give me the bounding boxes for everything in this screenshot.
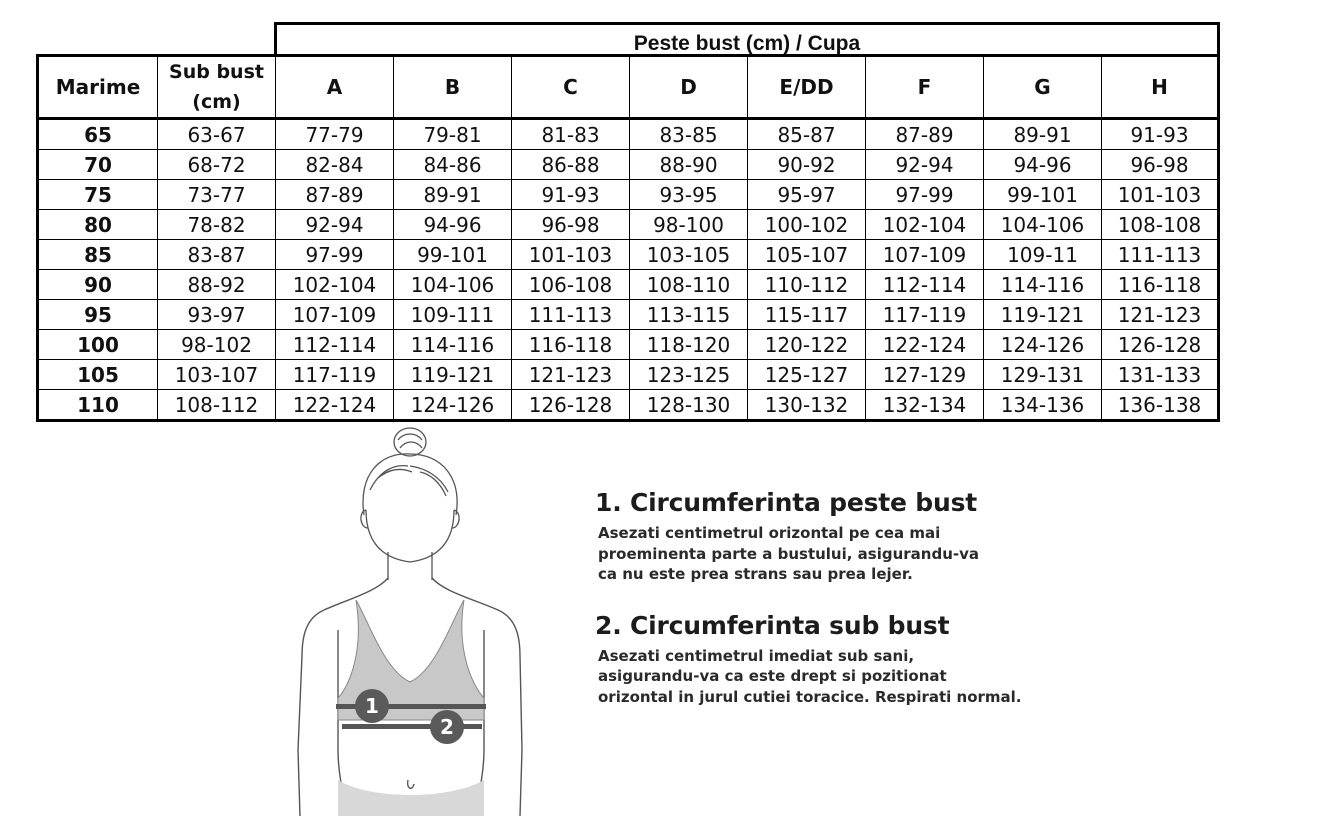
- bust-range-cell: 124-126: [984, 330, 1102, 360]
- bust-range-cell: 96-98: [512, 210, 630, 240]
- bust-range-cell: 129-131: [984, 360, 1102, 390]
- bust-range-cell: 102-104: [866, 210, 984, 240]
- bust-range-cell: 132-134: [866, 390, 984, 421]
- column-header-underbust: Sub bust (cm): [158, 56, 276, 119]
- bust-range-cell: 134-136: [984, 390, 1102, 421]
- underbust-cell: 63-67: [158, 119, 276, 150]
- size-cell: 95: [38, 300, 158, 330]
- bust-range-cell: 123-125: [630, 360, 748, 390]
- bust-range-cell: 85-87: [748, 119, 866, 150]
- bust-range-cell: 99-101: [984, 180, 1102, 210]
- bust-range-cell: 106-108: [512, 270, 630, 300]
- size-cell: 100: [38, 330, 158, 360]
- bust-range-cell: 127-129: [866, 360, 984, 390]
- bust-range-cell: 114-116: [984, 270, 1102, 300]
- table-row: [38, 119, 1219, 150]
- table-row: [38, 210, 1219, 240]
- bust-range-cell: 108-108: [1102, 210, 1219, 240]
- table-row: [38, 180, 1219, 210]
- bust-range-cell: 88-90: [630, 150, 748, 180]
- underbust-cell: 68-72: [158, 150, 276, 180]
- bust-range-cell: 83-85: [630, 119, 748, 150]
- table-corner-blank: [38, 24, 276, 56]
- bust-range-cell: 108-110: [630, 270, 748, 300]
- measurement-instructions: [595, 488, 1115, 707]
- table-row: [38, 150, 1219, 180]
- underbust-cell: 88-92: [158, 270, 276, 300]
- step-1-text: Asezati centimetrul orizontal pe cea mai proeminenta parte a bustului, asigurandu-va ca nu este prea strans sau prea lejer.: [598, 524, 980, 583]
- column-header-cup-b: B: [394, 56, 512, 119]
- bust-range-cell: 91-93: [512, 180, 630, 210]
- bust-range-cell: 100-102: [748, 210, 866, 240]
- bust-range-cell: 92-94: [276, 210, 394, 240]
- bust-range-cell: 81-83: [512, 119, 630, 150]
- column-header-cup-c: C: [512, 56, 630, 119]
- bust-range-cell: 86-88: [512, 150, 630, 180]
- bust-range-cell: 112-114: [866, 270, 984, 300]
- bust-range-cell: 130-132: [748, 390, 866, 421]
- size-cell: 105: [38, 360, 158, 390]
- underbust-cell: 98-102: [158, 330, 276, 360]
- bust-range-cell: 99-101: [394, 240, 512, 270]
- bust-range-cell: 105-107: [748, 240, 866, 270]
- size-cell: 75: [38, 180, 158, 210]
- size-chart-table: [36, 22, 1220, 422]
- bust-range-cell: 114-116: [394, 330, 512, 360]
- bust-range-cell: 92-94: [866, 150, 984, 180]
- bust-range-cell: 97-99: [276, 240, 394, 270]
- column-header-cup-g: G: [984, 56, 1102, 119]
- bust-range-cell: 117-119: [276, 360, 394, 390]
- bust-range-cell: 87-89: [276, 180, 394, 210]
- bust-range-cell: 94-96: [394, 210, 512, 240]
- bust-range-cell: 122-124: [866, 330, 984, 360]
- underbust-cell: 93-97: [158, 300, 276, 330]
- bust-range-cell: 119-121: [394, 360, 512, 390]
- bust-range-cell: 79-81: [394, 119, 512, 150]
- column-header-cup-h: H: [1102, 56, 1219, 119]
- bust-range-cell: 101-103: [512, 240, 630, 270]
- size-table-body: [38, 119, 1219, 421]
- bust-range-cell: 116-118: [512, 330, 630, 360]
- bust-range-cell: 95-97: [748, 180, 866, 210]
- bust-range-cell: 109-111: [394, 300, 512, 330]
- underbust-cell: 73-77: [158, 180, 276, 210]
- bust-range-cell: 110-112: [748, 270, 866, 300]
- table-row: [38, 330, 1219, 360]
- size-cell: 85: [38, 240, 158, 270]
- size-cell: 65: [38, 119, 158, 150]
- bust-range-cell: 116-118: [1102, 270, 1219, 300]
- table-row: [38, 360, 1219, 390]
- size-cell: 90: [38, 270, 158, 300]
- bust-range-cell: 87-89: [866, 119, 984, 150]
- size-cell: 70: [38, 150, 158, 180]
- column-header-cup-d: D: [630, 56, 748, 119]
- step-2-title: 2. Circumferinta sub bust: [595, 610, 950, 640]
- bust-range-cell: 89-91: [984, 119, 1102, 150]
- underbust-cell: 83-87: [158, 240, 276, 270]
- column-header-cup-a: A: [276, 56, 394, 119]
- bust-range-cell: 98-100: [630, 210, 748, 240]
- step-2-text: Asezati centimetrul imediat sub sani, asigurandu-va ca este drept si pozitionat orizontal in jurul cutiei toracice. Respirati normal.: [598, 646, 1022, 706]
- bust-range-cell: 84-86: [394, 150, 512, 180]
- column-header-cup-f: F: [866, 56, 984, 119]
- bust-range-cell: 124-126: [394, 390, 512, 421]
- bust-range-cell: 117-119: [866, 300, 984, 330]
- bust-range-cell: 118-120: [630, 330, 748, 360]
- table-row: [38, 390, 1219, 421]
- bust-range-cell: 126-128: [1102, 330, 1219, 360]
- bust-range-cell: 115-117: [748, 300, 866, 330]
- bust-range-cell: 103-105: [630, 240, 748, 270]
- bust-range-cell: 104-106: [394, 270, 512, 300]
- underbust-cell: 78-82: [158, 210, 276, 240]
- bust-range-cell: 126-128: [512, 390, 630, 421]
- bust-range-cell: 119-121: [984, 300, 1102, 330]
- bust-range-cell: 97-99: [866, 180, 984, 210]
- bust-range-cell: 102-104: [276, 270, 394, 300]
- bust-range-cell: 89-91: [394, 180, 512, 210]
- head-outline-icon: [361, 428, 459, 580]
- bust-range-cell: 131-133: [1102, 360, 1219, 390]
- bust-range-cell: 96-98: [1102, 150, 1219, 180]
- bust-range-cell: 90-92: [748, 150, 866, 180]
- bust-range-cell: 91-93: [1102, 119, 1219, 150]
- bust-range-cell: 121-123: [1102, 300, 1219, 330]
- bust-range-cell: 122-124: [276, 390, 394, 421]
- underbust-cell: 103-107: [158, 360, 276, 390]
- column-header-size: Marime: [38, 56, 158, 119]
- marker-1-label: 1: [365, 694, 379, 718]
- table-row: [38, 270, 1219, 300]
- bust-range-cell: 121-123: [512, 360, 630, 390]
- cup-group-header: Peste bust (cm) / Cupa: [276, 24, 1219, 56]
- bust-range-cell: 107-109: [276, 300, 394, 330]
- underbust-cell: 108-112: [158, 390, 276, 421]
- torso-measurement-illustration: [280, 420, 580, 816]
- bust-range-cell: 128-130: [630, 390, 748, 421]
- bust-range-cell: 125-127: [748, 360, 866, 390]
- bust-range-cell: 111-113: [1102, 240, 1219, 270]
- bust-range-cell: 94-96: [984, 150, 1102, 180]
- column-header-cup-e-dd: E/DD: [748, 56, 866, 119]
- bust-range-cell: 120-122: [748, 330, 866, 360]
- bust-range-cell: 104-106: [984, 210, 1102, 240]
- marker-2-label: 2: [440, 715, 454, 739]
- bust-range-cell: 136-138: [1102, 390, 1219, 421]
- bust-range-cell: 107-109: [866, 240, 984, 270]
- bust-range-cell: 113-115: [630, 300, 748, 330]
- size-cell: 110: [38, 390, 158, 421]
- step-1-title: 1. Circumferinta peste bust: [595, 488, 978, 517]
- table-row: [38, 240, 1219, 270]
- bust-range-cell: 82-84: [276, 150, 394, 180]
- bust-range-cell: 93-95: [630, 180, 748, 210]
- size-cell: 80: [38, 210, 158, 240]
- bust-range-cell: 112-114: [276, 330, 394, 360]
- bust-range-cell: 77-79: [276, 119, 394, 150]
- table-row: [38, 300, 1219, 330]
- bust-range-cell: 109-11: [984, 240, 1102, 270]
- bust-range-cell: 111-113: [512, 300, 630, 330]
- bust-range-cell: 101-103: [1102, 180, 1219, 210]
